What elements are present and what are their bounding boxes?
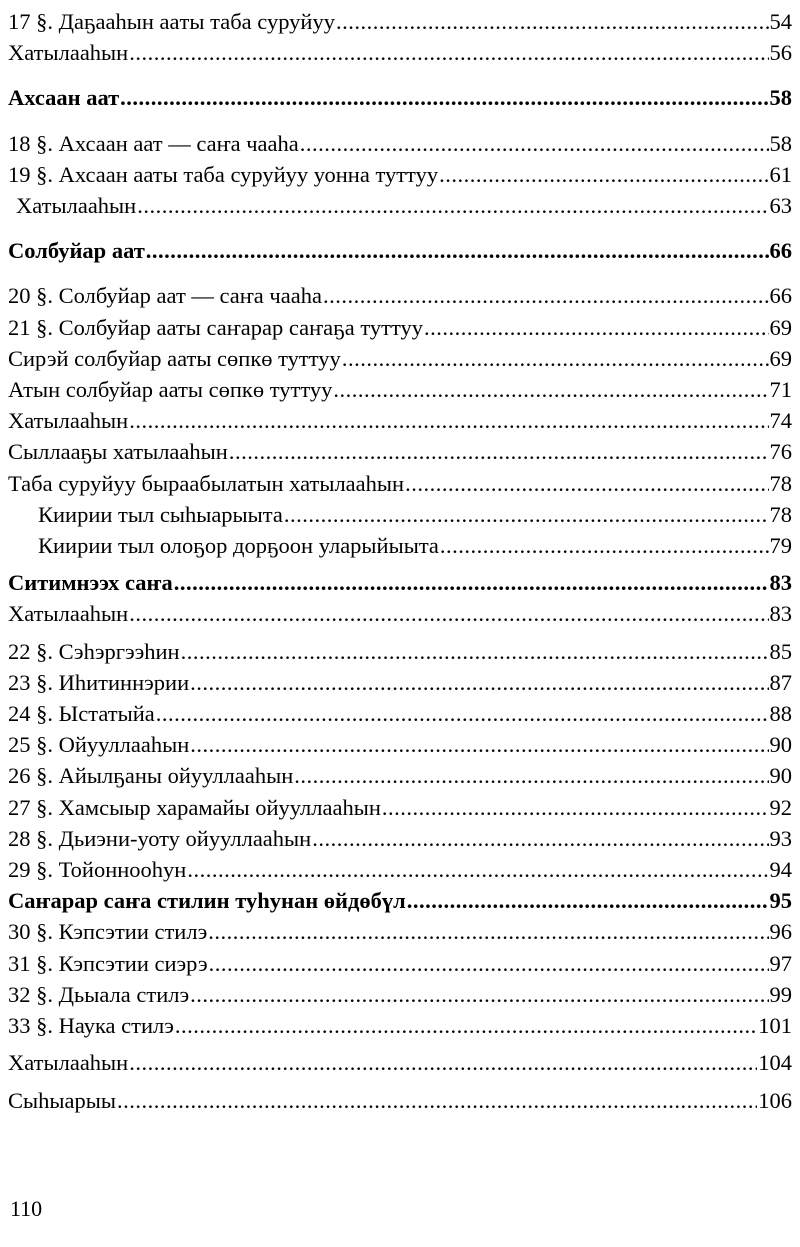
toc-leader-dots (323, 280, 769, 311)
toc-entry-page-number: 69 (769, 314, 792, 340)
toc-entry-title: 27 §. Хамсыыр харамайы ойууллааһын (8, 794, 381, 820)
toc-entry-page-number: 58 (769, 85, 792, 111)
toc-entry-title: Хатылааһын (8, 408, 129, 434)
page-folio-number: 110 (10, 1196, 43, 1221)
toc-leader-dots (382, 792, 769, 823)
toc-entry-title: Хатылааһын (8, 601, 129, 627)
toc-entry-title: Хатылааһын (16, 193, 137, 219)
toc-leader-dots (129, 405, 768, 436)
toc-entry[interactable] (0, 405, 800, 436)
toc-entry[interactable] (0, 1010, 800, 1041)
toc-entry-page-number: 74 (769, 408, 792, 434)
toc-entry[interactable] (0, 374, 800, 405)
toc-entry[interactable] (0, 948, 800, 979)
toc-entry-page-number: 66 (769, 238, 792, 264)
toc-entry-title: 26 §. Айылҕаны ойууллааһын (8, 763, 294, 789)
toc-entry-page-number: 101 (758, 1013, 792, 1039)
toc-entry-title: 17 §. Даҕааһын аaты таба суруйуу (8, 9, 335, 34)
toc-entry-title: Киирии тыл олоҕор дорҕоон уларыйыыта (38, 533, 439, 559)
toc-entry[interactable] (0, 698, 800, 729)
toc-entry-page-number: 63 (769, 193, 792, 219)
toc-entry-page-number: 99 (769, 981, 792, 1007)
toc-leader-dots (342, 343, 769, 374)
toc-entry-page-number: 104 (758, 1050, 792, 1076)
toc-entry[interactable] (0, 1047, 800, 1078)
toc-entry-title: 25 §. Ойууллааһын (8, 732, 190, 758)
toc-entry[interactable] (0, 37, 800, 68)
toc-leader-dots (146, 235, 769, 266)
toc-entry-title: Сирэй солбуйар ааты сөпкө туттуу (8, 345, 341, 371)
toc-leader-dots (129, 37, 768, 68)
toc-leader-dots (175, 1010, 757, 1041)
toc-leader-dots (424, 312, 769, 343)
toc-leader-dots (439, 159, 768, 190)
toc-entry-title: 29 §. Тойоннооһун (8, 857, 187, 883)
toc-leader-dots (294, 760, 768, 791)
toc-leader-dots (129, 598, 768, 629)
toc-entry-page-number: 94 (769, 857, 792, 883)
toc-entry-title: Саҥарар саҥа стилин туһунан өйдөбүл (8, 888, 406, 914)
toc-entry[interactable] (0, 499, 800, 530)
toc-entry-page-number: 90 (769, 732, 792, 758)
toc-entry-title: 20 §. Солбуйар аат — саҥа чааһа (8, 283, 322, 309)
toc-entry-page-number: 56 (769, 40, 792, 66)
toc-entry-title: Сыллааҕы хатылааһын (8, 439, 228, 465)
toc-entry-title: Хатылааһын (8, 40, 129, 66)
toc-leader-dots (190, 979, 768, 1010)
toc-entry[interactable] (0, 979, 800, 1010)
toc-entry[interactable] (0, 190, 800, 221)
toc-entry-title: Ахсаан аат (8, 85, 120, 111)
toc-entry[interactable] (0, 6, 800, 37)
toc-entry-title: 18 §. Ахсаан аат — саҥа чааһа (8, 130, 299, 156)
toc-entry-title: 23 §. Иһитиннэрии (8, 669, 190, 695)
toc-entry[interactable] (0, 854, 800, 885)
toc-entry-title: Сыһыарыы (8, 1087, 116, 1113)
toc-entry-title: Ситимнээх саҥа (8, 570, 173, 596)
toc-entry[interactable] (0, 280, 800, 311)
toc-entry[interactable] (0, 760, 800, 791)
toc-entry[interactable] (0, 916, 800, 947)
toc-leader-dots (137, 190, 768, 221)
toc-leader-dots (333, 374, 768, 405)
toc-leader-dots (190, 667, 768, 698)
toc-entry-page-number: 54 (769, 9, 792, 34)
toc-entry-page-number: 58 (769, 130, 792, 156)
toc-entry[interactable] (0, 530, 800, 561)
toc-leader-dots (187, 854, 768, 885)
toc-entry[interactable] (0, 667, 800, 698)
toc-entry-page-number: 83 (769, 601, 792, 627)
toc-entry[interactable] (0, 729, 800, 760)
toc-entry-title: 19 §. Ахсаан ааты таба суруйуу уонна туттуу (8, 161, 439, 187)
toc-leader-dots (190, 729, 768, 760)
toc-entry-page-number: 66 (769, 283, 792, 309)
toc-entry[interactable] (0, 235, 800, 266)
toc-entry-title: Солбуйар аат (8, 238, 145, 264)
toc-leader-dots (440, 530, 769, 561)
toc-entry-page-number: 106 (758, 1087, 792, 1113)
toc-entry[interactable] (0, 792, 800, 823)
toc-entry[interactable] (0, 436, 800, 467)
toc-leader-dots (405, 468, 768, 499)
toc-entry-page-number: 95 (769, 888, 792, 914)
toc-entry-title: 33 §. Наука стилэ (8, 1013, 174, 1039)
toc-leader-dots (156, 698, 769, 729)
toc-entry-page-number: 83 (769, 570, 792, 596)
toc-entry-page-number: 78 (769, 470, 792, 496)
toc-entry-page-number: 71 (769, 377, 792, 403)
toc-leader-dots (181, 636, 769, 667)
toc-entry[interactable] (0, 82, 800, 113)
toc-entry-title: 21 §. Солбуйар ааты саҥарар саҥаҕа туттуу (8, 314, 423, 340)
toc-leader-dots (117, 1085, 757, 1116)
toc-entry[interactable] (0, 823, 800, 854)
toc-leader-dots (208, 916, 768, 947)
toc-leader-dots (229, 436, 769, 467)
toc-entry-page-number: 78 (769, 501, 792, 527)
toc-entry[interactable] (0, 636, 800, 667)
toc-entry[interactable] (0, 468, 800, 499)
toc-entry-title: 31 §. Кэпсэтии сиэрэ (8, 950, 208, 976)
toc-entry-page-number: 79 (769, 533, 792, 559)
toc-entry-title: Атын солбуйар ааты сөпкө туттуу (8, 377, 333, 403)
toc-entry[interactable] (0, 128, 800, 159)
toc-leader-dots (129, 1047, 757, 1078)
toc-entry-page-number: 90 (769, 763, 792, 789)
toc-entry-page-number: 97 (769, 950, 792, 976)
toc-entry-page-number: 92 (769, 794, 792, 820)
toc-entry-title: 24 §. Ыстатыйа (8, 701, 155, 727)
toc-leader-dots (284, 499, 769, 530)
toc-leader-dots (209, 948, 769, 979)
toc-entry[interactable] (0, 159, 800, 190)
toc-entry-title: Киирии тыл сыһыарыыта (38, 501, 283, 527)
toc-entry[interactable] (0, 885, 800, 916)
toc-entry-title: 28 §. Дьиэни-уоту ойууллааһын (8, 825, 312, 851)
toc-entry[interactable] (0, 312, 800, 343)
toc-entry-page-number: 88 (769, 701, 792, 727)
toc-leader-dots (174, 567, 769, 598)
toc-entry-page-number: 76 (769, 439, 792, 465)
toc-leader-dots (300, 128, 769, 159)
toc-entry-title: Таба суруйуу быраабылатын хатылааһын (8, 470, 405, 496)
toc-entry-title: 22 §. Сэһэргээһин (8, 638, 180, 664)
toc-entry-page-number: 96 (769, 919, 792, 945)
toc-entry[interactable] (0, 343, 800, 374)
toc-entry-page-number: 69 (769, 345, 792, 371)
toc-entry[interactable] (0, 598, 800, 629)
toc-entry-page-number: 87 (769, 669, 792, 695)
toc-entry-title: 32 §. Дьыала стилэ (8, 981, 190, 1007)
toc-entry-page-number: 93 (769, 825, 792, 851)
toc-entry-page-number: 61 (769, 161, 792, 187)
toc-leader-dots (407, 885, 769, 916)
toc-entry[interactable] (0, 1085, 800, 1116)
toc-entry[interactable] (0, 567, 800, 598)
toc-entry-page-number: 85 (769, 638, 792, 664)
toc-leader-dots (120, 82, 768, 113)
toc-entry-title: Хатылааһын (8, 1050, 129, 1076)
toc-leader-dots (336, 6, 769, 37)
toc-entry-title: 30 §. Кэпсэтии стилэ (8, 919, 208, 945)
toc-leader-dots (312, 823, 768, 854)
